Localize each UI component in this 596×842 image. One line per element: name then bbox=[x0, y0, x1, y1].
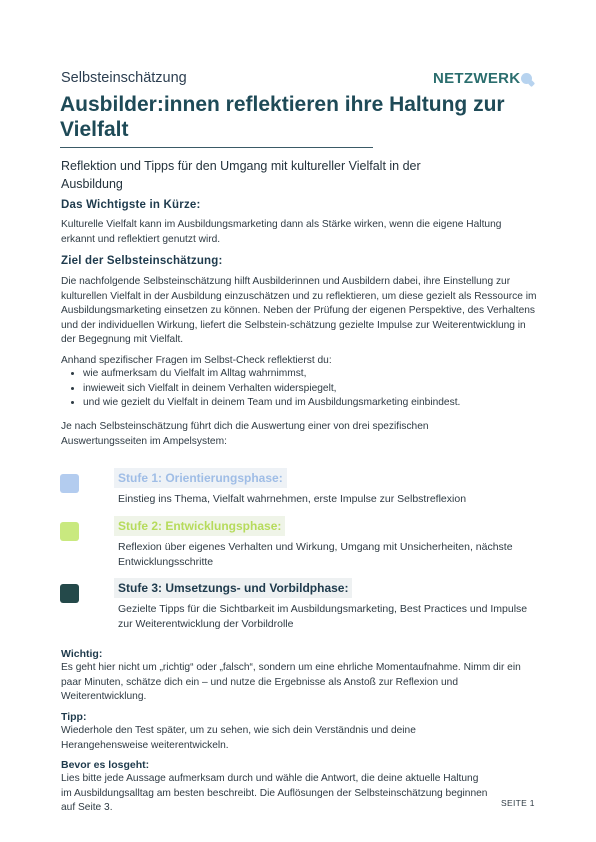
title-divider bbox=[60, 147, 373, 148]
goal-bullet-list bbox=[61, 367, 553, 411]
page-number: SEITE 1 bbox=[501, 798, 535, 808]
tip-heading: Tipp: bbox=[61, 711, 87, 723]
goal-intro: Anhand spezifischer Fragen im Selbst-Check reflektierst du: bbox=[61, 355, 332, 366]
important-heading: Wichtig: bbox=[61, 648, 103, 660]
summary-text: Kulturelle Vielfalt kann im Ausbildungsmarketing dann als Stärke wirken, wenn die eigene Haltung erkannt und reflektiert genutzt wird. bbox=[61, 219, 502, 245]
page-subtitle: Reflektion und Tipps für den Umgang mit kultureller Vielfalt in der Ausbildung bbox=[61, 159, 421, 191]
page-title: Ausbilder:innen reflektieren ihre Haltung zur Vielfalt bbox=[60, 93, 505, 141]
stage-3-description: Gezielte Tipps für die Sichtbarkeit im Ausbildungsmarketing, Best Practices und Impulse zur Weiterentwicklung der Vorbildrolle bbox=[118, 603, 528, 630]
list-item: • wie aufmerksam du Vielfalt im Alltag wahrnimmst, bbox=[83, 367, 553, 382]
stage-3-color-marker bbox=[60, 584, 79, 603]
tip-text: Wiederhole den Test später, um zu sehen, wie sich dein Verständnis und deine Herangehensweise weiterentwickeln. bbox=[61, 725, 416, 751]
stage-1-description: Einstieg ins Thema, Vielfalt wahrnehmen, erste Impulse zur Selbstreflexion bbox=[118, 493, 467, 505]
list-item: • und wie gezielt du Vielfalt in deinem Team und im Ausbildungsmarketing einbindest. bbox=[83, 396, 553, 411]
goal-text: Die nachfolgende Selbsteinschätzung hilft Ausbilderinnen und Ausbildern dabei, ihre Einstellung zur kulturellen Vielfalt in der Ausbildung einzuschätzen und zu reflektieren, um diese gezielt als Ressource im Ausbildungsmarketing einsetzen zu können. Neben der Prüfung der eigenen Perspektive, des Verhaltens und der individuellen Wirkung, liefert die Selbstein-schätzung gezielte Impulse zur Weiterentwicklung in der Begegnung mit Vielfalt. bbox=[61, 276, 537, 346]
goal-outro: Je nach Selbsteinschätzung führt dich die Auswertung einer von drei spezifischen Auswertungsseiten im Ampelsystem: bbox=[61, 421, 429, 447]
stage-2-description: Reflexion über eigenes Verhalten und Wirkung, Umgang mit Unsicherheiten, nächste Entwicklungsschritte bbox=[118, 541, 513, 568]
stage-3-title: Stufe 3: Umsetzungs- und Vorbildphase: bbox=[114, 578, 352, 598]
speech-bubble-icon bbox=[521, 73, 532, 84]
important-text: Es geht hier nicht um „richtig“ oder „falsch“, sondern um eine ehrliche Momentaufnahme. Nimm dir ein paar Minuten, schätze dich ein – und nutze die Ergebnisse als Anstoß zur Reflexion und Weiterentwicklung. bbox=[61, 662, 521, 703]
stage-1-title: Stufe 1: Orientierungsphase: bbox=[114, 468, 287, 488]
list-item: • inwieweit sich Vielfalt in deinem Verhalten widerspiegelt, bbox=[83, 382, 553, 397]
document-category: Selbsteinschätzung bbox=[61, 70, 187, 86]
stage-1-color-marker bbox=[60, 474, 79, 493]
stage-2-color-marker bbox=[60, 522, 79, 541]
logo bbox=[433, 70, 532, 87]
logo-text: NETZWERK bbox=[433, 70, 521, 87]
before-start-heading: Bevor es losgeht: bbox=[61, 759, 150, 771]
before-start-text: Lies bitte jede Aussage aufmerksam durch und wähle die Antwort, die deine aktuelle Haltung im Ausbildungsalltag am besten beschreibt. Die Auflösungen der Selbsteinschätzung beginnen auf Seite 3. bbox=[61, 773, 488, 814]
goal-heading: Ziel der Selbsteinschätzung: bbox=[61, 255, 223, 267]
summary-heading: Das Wichtigste in Kürze: bbox=[61, 199, 201, 211]
stage-2-title: Stufe 2: Entwicklungsphase: bbox=[114, 516, 285, 536]
